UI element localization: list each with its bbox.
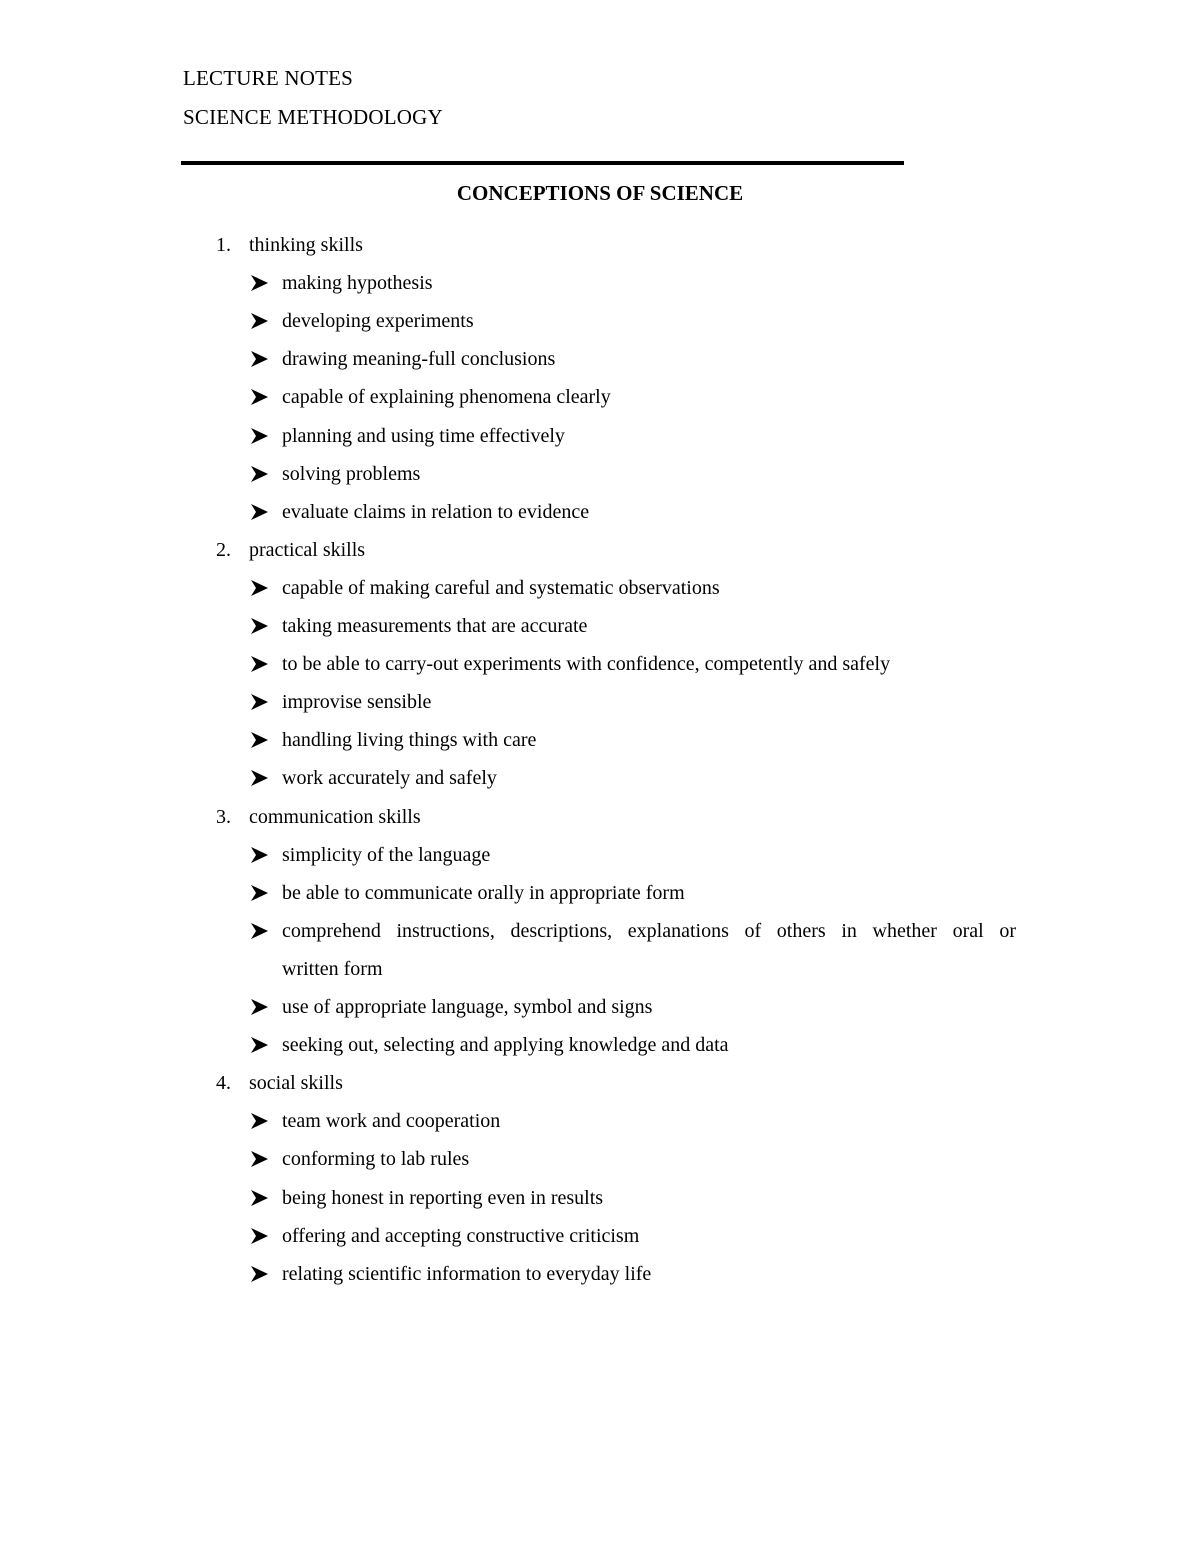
list-item: improvise sensible [282, 691, 432, 713]
list-item-continuation: written form [282, 958, 383, 980]
list-item: drawing meaning-full conclusions [282, 348, 556, 370]
arrowhead-bullet-icon [249, 386, 271, 408]
list-item: being honest in reporting even in results [282, 1187, 604, 1209]
section-number: 4. [216, 1072, 231, 1094]
list-item: solving problems [282, 463, 421, 485]
arrowhead-bullet-icon [249, 1187, 271, 1209]
section-number: 1. [216, 234, 231, 256]
list-item: seeking out, selecting and applying knowledge and data [282, 1034, 729, 1056]
section-number: 3. [216, 806, 231, 828]
list-item: offering and accepting constructive criticism [282, 1225, 640, 1247]
arrowhead-bullet-icon [249, 1034, 271, 1056]
header-lecture-notes: LECTURE NOTES [183, 66, 354, 90]
arrowhead-bullet-icon [249, 577, 271, 599]
arrowhead-bullet-icon [249, 1110, 271, 1132]
arrowhead-bullet-icon [249, 691, 271, 713]
list-item: team work and cooperation [282, 1110, 501, 1132]
arrowhead-bullet-icon [249, 729, 271, 751]
document-title: CONCEPTIONS OF SCIENCE [456, 181, 744, 205]
list-item: planning and using time effectively [282, 425, 565, 447]
section-heading: social skills [249, 1072, 343, 1094]
arrowhead-bullet-icon [249, 348, 271, 370]
list-item: relating scientific information to everyday life [282, 1263, 652, 1285]
list-item: comprehend instructions, descriptions, explanations of others in whether oral or [282, 920, 1016, 942]
list-item: to be able to carry-out experiments with confidence, competently and safely [282, 653, 891, 675]
section-heading: thinking skills [249, 234, 363, 256]
section-heading: practical skills [249, 539, 366, 561]
arrowhead-bullet-icon [249, 844, 271, 866]
list-item: capable of making careful and systematic observations [282, 577, 720, 599]
arrowhead-bullet-icon [249, 501, 271, 523]
list-item: be able to communicate orally in appropriate form [282, 882, 685, 904]
section-number: 2. [216, 539, 231, 561]
list-item: making hypothesis [282, 272, 433, 294]
list-item: work accurately and safely [282, 767, 497, 789]
arrowhead-bullet-icon [249, 653, 271, 675]
arrowhead-bullet-icon [249, 463, 271, 485]
arrowhead-bullet-icon [249, 920, 271, 942]
list-item: taking measurements that are accurate [282, 615, 588, 637]
arrowhead-bullet-icon [249, 272, 271, 294]
arrowhead-bullet-icon [249, 882, 271, 904]
arrowhead-bullet-icon [249, 615, 271, 637]
list-item: developing experiments [282, 310, 474, 332]
list-item: handling living things with care [282, 729, 537, 751]
list-item: conforming to lab rules [282, 1148, 470, 1170]
arrowhead-bullet-icon [249, 1148, 271, 1170]
section-heading: communication skills [249, 806, 421, 828]
arrowhead-bullet-icon [249, 1263, 271, 1285]
header-course-title: SCIENCE METHODOLOGY [183, 105, 443, 129]
list-item: simplicity of the language [282, 844, 491, 866]
list-item: evaluate claims in relation to evidence [282, 501, 590, 523]
header-divider [181, 161, 904, 165]
arrowhead-bullet-icon [249, 310, 271, 332]
list-item: capable of explaining phenomena clearly [282, 386, 611, 408]
arrowhead-bullet-icon [249, 767, 271, 789]
arrowhead-bullet-icon [249, 425, 271, 447]
list-item: use of appropriate language, symbol and signs [282, 996, 653, 1018]
arrowhead-bullet-icon [249, 996, 271, 1018]
arrowhead-bullet-icon [249, 1225, 271, 1247]
